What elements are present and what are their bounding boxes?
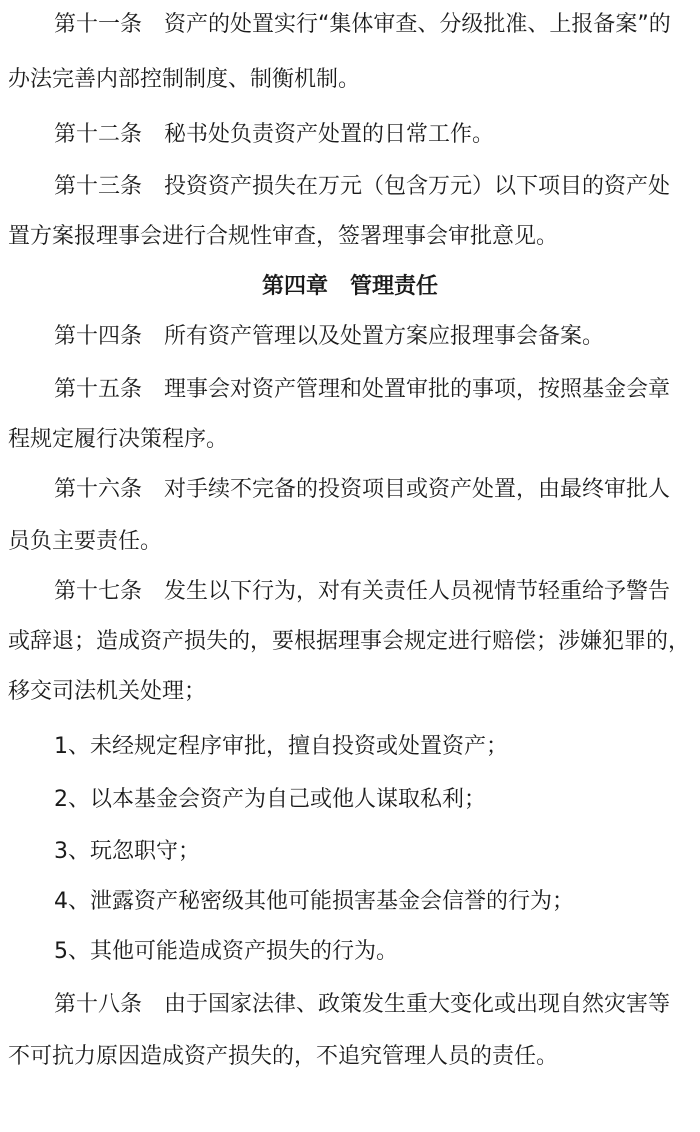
article-11-label: 第十一条 bbox=[54, 12, 143, 37]
article-11-line-1 bbox=[0, 10, 700, 40]
article-17-item-3 bbox=[0, 837, 700, 867]
article-15-text-1: 理事会对资产管理和处置审批的事项，按照基金会章 bbox=[164, 377, 671, 402]
chapter-4-title: 第四章 管理责任 bbox=[261, 274, 438, 299]
article-12-text-1: 秘书处负责资产处置的日常工作。 bbox=[164, 122, 495, 147]
article-17-line-1 bbox=[0, 577, 700, 607]
list-item: 5、其他可能造成资产损失的行为。 bbox=[54, 939, 398, 964]
article-18-line-2 bbox=[0, 1042, 700, 1072]
list-item: 2、以本基金会资产为自己或他人谋取私利； bbox=[54, 787, 486, 812]
article-17-text-3: 移交司法机关处理； bbox=[8, 679, 207, 704]
article-14-text-1: 所有资产管理以及处置方案应报理事会备案。 bbox=[164, 324, 605, 349]
article-17-item-5 bbox=[0, 937, 700, 967]
article-17-label: 第十七条 bbox=[54, 579, 143, 604]
article-16-text-1: 对手续不完备的投资项目或资产处置，由最终审批人 bbox=[164, 477, 671, 502]
article-17-line-3 bbox=[0, 677, 700, 707]
article-14-label: 第十四条 bbox=[54, 324, 143, 349]
article-13-text-1: 投资资产损失在万元（包含万元）以下项目的资产处 bbox=[164, 174, 671, 199]
list-item: 1、未经规定程序审批，擅自投资或处置资产； bbox=[54, 734, 508, 759]
article-18-text-1: 由于国家法律、政策发生重大变化或出现自然灾害等 bbox=[164, 992, 671, 1017]
article-15-label: 第十五条 bbox=[54, 377, 143, 402]
article-17-item-1 bbox=[0, 732, 700, 762]
article-16-label: 第十六条 bbox=[54, 477, 143, 502]
article-16-line-2 bbox=[0, 527, 700, 557]
article-15-line-1 bbox=[0, 375, 700, 405]
article-11-text-2: 办法完善内部控制制度、制衡机制。 bbox=[8, 67, 361, 92]
article-18-text-2: 不可抗力原因造成资产损失的，不追究管理人员的责任。 bbox=[8, 1044, 559, 1069]
article-18-label: 第十八条 bbox=[54, 992, 143, 1017]
chapter-4-heading bbox=[0, 272, 700, 302]
article-15-text-2: 程规定履行决策程序。 bbox=[8, 427, 229, 452]
article-13-line-1 bbox=[0, 172, 700, 202]
article-17-text-2: 或辞退；造成资产损失的，要根据理事会规定进行赔偿；涉嫌犯罪的， bbox=[8, 629, 691, 654]
article-17-item-4 bbox=[0, 887, 700, 917]
article-16-text-2: 员负主要责任。 bbox=[8, 529, 163, 554]
article-17-text-1: 发生以下行为，对有关责任人员视情节轻重给予警告 bbox=[164, 579, 671, 604]
article-13-line-2 bbox=[0, 222, 700, 252]
article-13-label: 第十三条 bbox=[54, 174, 143, 199]
list-item: 3、玩忽职守； bbox=[54, 839, 200, 864]
article-17-item-2 bbox=[0, 785, 700, 815]
article-17-line-2 bbox=[0, 627, 700, 657]
article-12-line-1 bbox=[0, 120, 700, 150]
list-item: 4、泄露资产秘密级其他可能损害基金会信誉的行为； bbox=[54, 889, 574, 914]
article-12-label: 第十二条 bbox=[54, 122, 143, 147]
article-11-line-2 bbox=[0, 65, 700, 95]
article-15-line-2 bbox=[0, 425, 700, 455]
article-13-text-2: 置方案报理事会进行合规性审查，签署理事会审批意见。 bbox=[8, 224, 559, 249]
article-14-line-1 bbox=[0, 322, 700, 352]
article-16-line-1 bbox=[0, 475, 700, 505]
article-18-line-1 bbox=[0, 990, 700, 1020]
article-11-text-1: 资产的处置实行“集体审查、分级批准、上报备案”的 bbox=[164, 12, 671, 37]
